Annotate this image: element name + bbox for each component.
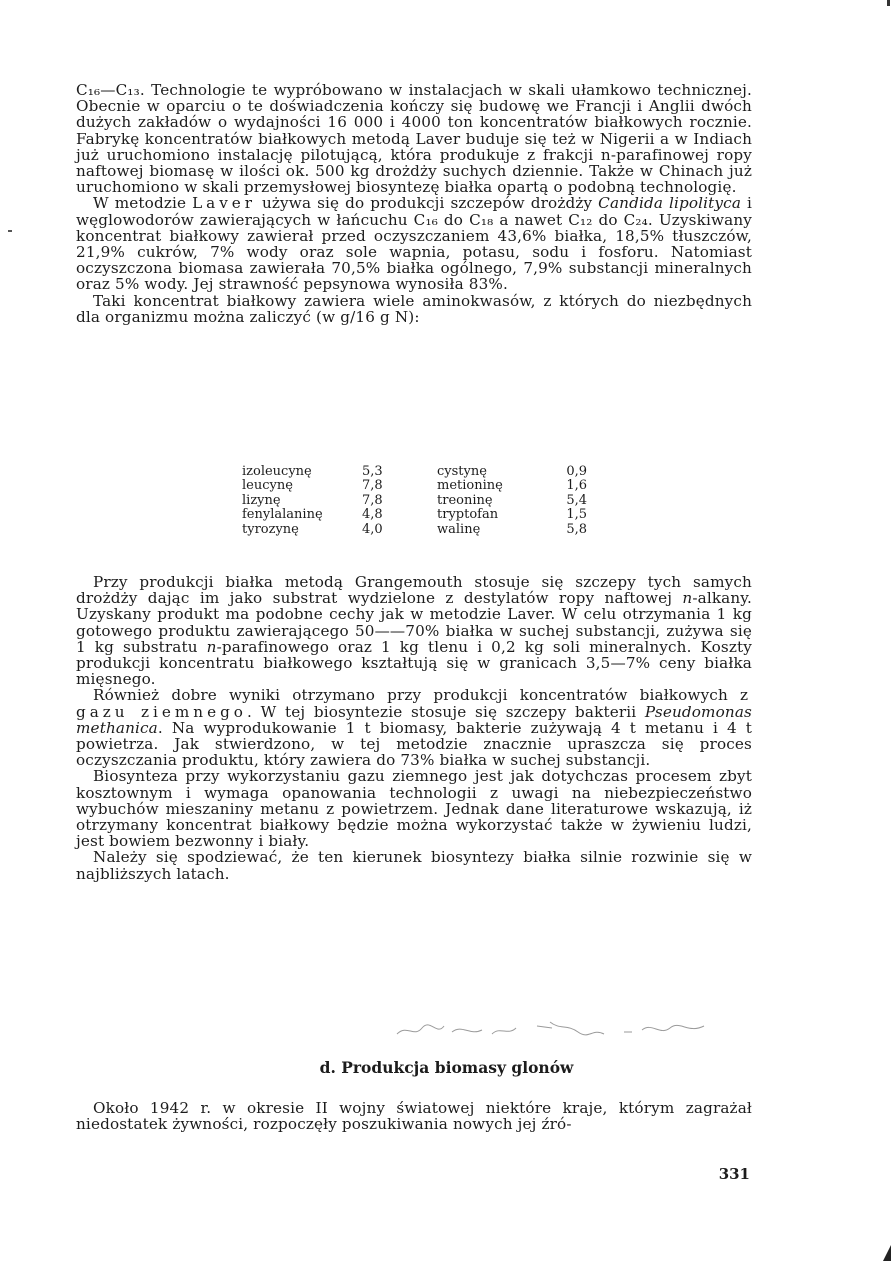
table-row <box>242 523 587 537</box>
amino-val2: 1,6 <box>566 478 587 494</box>
pencil-scribble <box>392 1014 712 1044</box>
amino-val2: 5,4 <box>566 492 587 508</box>
edge-mark-bottom <box>883 1245 891 1261</box>
amino-val2: 1,5 <box>566 507 587 523</box>
section-heading: d. Produkcja biomasy glonów <box>319 1058 574 1077</box>
amino-name2: treoninę <box>437 492 493 508</box>
text-block-bottom <box>76 1100 752 1132</box>
table-row <box>242 479 587 493</box>
p4-text-c: -parafinowego oraz 1 kg tlenu i 0,2 kg soli mineralnych. Koszty produkcji koncentratu białkowego kształtują się w granicach 3,5—7% ceny białka mięsnego. <box>76 637 753 689</box>
paragraph-2 <box>76 195 752 292</box>
page-number: 331 <box>718 1165 750 1183</box>
amino-val2: 0,9 <box>566 464 587 479</box>
amino-val1: 7,8 <box>362 478 383 494</box>
amino-name2: metioninę <box>437 478 503 494</box>
paragraph-1: C₁₆—C₁₃. Technologie te wypróbowano w instalacjach w skali ułamkowo technicznej. Obecnie w oparciu o te doświadczenia kończy się budowę we Francji i Anglii dwóch dużych zakładów o wydajności 16 000 i 4000 ton koncentratów białkowych rocznie. Fabrykę koncentratów białkowych metodą Laver buduje się też w Nigerii a w Indiach już uruchomiono instalację pilotującą, która produkuje z frakcji n-parafinowej ropy naftowej biomasę w ilości ok. 500 kg drożdży suchych dziennie. Także w Chinach już uruchomiono w skali przemysłowej biosyntezę białka opartą o podobną technologię. <box>76 81 752 197</box>
amino-val1: 7,8 <box>362 492 383 508</box>
edge-mark-top <box>887 0 890 6</box>
p5-gas: z gazu ziemnego <box>76 686 752 721</box>
amino-name1: izoleucynę <box>242 464 312 479</box>
amino-val1: 4,8 <box>362 507 383 523</box>
p5-text-b: . W tej biosyntezie stosuje się szczepy bakterii <box>246 702 645 721</box>
p4-text-b: -alkany. Uzyskany produkt ma podobne cechy jak w metodzie Laver. W celu otrzymania 1 kg gotowego produktu zawierającego 50——70% białka w suchej substancji, zużywa się 1 kg substratu <box>76 589 752 656</box>
p2-text-c: i węglowodorów zawierających w łańcuchu C₁₆ do C₁₈ a nawet C₁₂ do C₂₄. Uzyskiwany koncentrat białkowy zawierał przed oczyszczaniem 43,6% białka, 18,5% tłuszczów, 21,9% cukrów, 7% wody oraz sole wapnia, potasu, sodu i fosforu. Natomiast oczyszczona biomasa zawierała 70,5% białka ogólnego, 7,9% substancji mineralnych oraz 5% wody. Jej strawność pepsynowa wynosiła 83%. <box>76 194 752 294</box>
amino-name2: tryptofan <box>437 507 499 523</box>
paragraph-4 <box>76 574 752 687</box>
p2-text-b: używa się do produkcji szczepów drożdży <box>256 194 599 213</box>
p4-n-italic: n <box>682 589 693 608</box>
amino-name1: leucynę <box>242 478 293 494</box>
paragraph-6: Biosynteza przy wykorzystaniu gazu ziemnego jest jak dotychczas procesem zbyt kosztownym i wymaga opanowania technologii z uwagi na niebezpieczeństwo wybuchów mieszaniny metanu z powietrzem. Jednak dane literaturowe wskazują, iż otrzymany koncentrat białkowy będzie można wykorzystać także w żywieniu ludzi, jest bowiem bezwonny i biały. <box>76 767 752 851</box>
p2-laver: Laver <box>192 194 257 213</box>
p4-text-a: Przy produkcji białka metodą Grangemouth stosuje się szczepy tych samych drożdży dając im jako substrat wydzielone z destylatów ropy naftowej <box>76 573 752 608</box>
p2-text-a: W metodzie <box>93 194 193 213</box>
p5-text-a: Również dobre wyniki otrzymano przy produkcji koncentratów białkowych <box>93 686 740 705</box>
paragraph-3: Taki koncentrat białkowy zawiera wiele aminokwasów, z których do niezbędnych dla organizmu można zaliczyć (w g/16 g N): <box>76 291 752 326</box>
scribble-stroke-2 <box>537 1022 604 1035</box>
table-row <box>242 465 587 479</box>
scribble-stroke-1 <box>397 1025 516 1034</box>
p4-n-italic-2: n <box>206 637 217 656</box>
text-block-top <box>76 82 752 325</box>
amino-val2: 5,8 <box>566 521 587 537</box>
p5-text-c: . Na wyprodukowanie 1 t biomasy, bakterie zużywają 4 t metanu i 4 t powietrza. Jak stwierdzono, w tej metodzie znacznie upraszcza się proces oczyszczania produktu, który zawiera do 73% białka w suchej substancji. <box>76 718 752 770</box>
amino-acid-table-body <box>242 465 587 537</box>
amino-acid-table <box>242 465 587 537</box>
p5-species: Pseudomonas methanica <box>76 702 752 737</box>
amino-name1: lizynę <box>242 492 281 508</box>
amino-val1: 4,0 <box>362 521 383 537</box>
table-row <box>242 508 587 522</box>
scribble-stroke-3 <box>624 1025 704 1032</box>
paragraph-5 <box>76 687 752 768</box>
amino-name1: fenylalaninę <box>242 507 323 523</box>
amino-name1: tyrozynę <box>242 521 299 537</box>
p2-species: Candida lipolityca <box>598 194 742 213</box>
table-row <box>242 494 587 508</box>
text-block-middle <box>76 574 752 882</box>
paragraph-8: Około 1942 r. w okresie II wojny światowej niektóre kraje, którym zagrażał niedostatek żywności, rozpoczęły poszukiwania nowych jej źró- <box>76 1099 752 1134</box>
paragraph-7: Należy się spodziewać, że ten kierunek biosyntezy białka silnie rozwinie się w najbliższych latach. <box>76 848 752 883</box>
amino-name2: cystynę <box>437 464 487 479</box>
amino-val1: 5,3 <box>362 464 383 479</box>
margin-dot <box>8 230 12 232</box>
amino-name2: walinę <box>437 521 481 537</box>
